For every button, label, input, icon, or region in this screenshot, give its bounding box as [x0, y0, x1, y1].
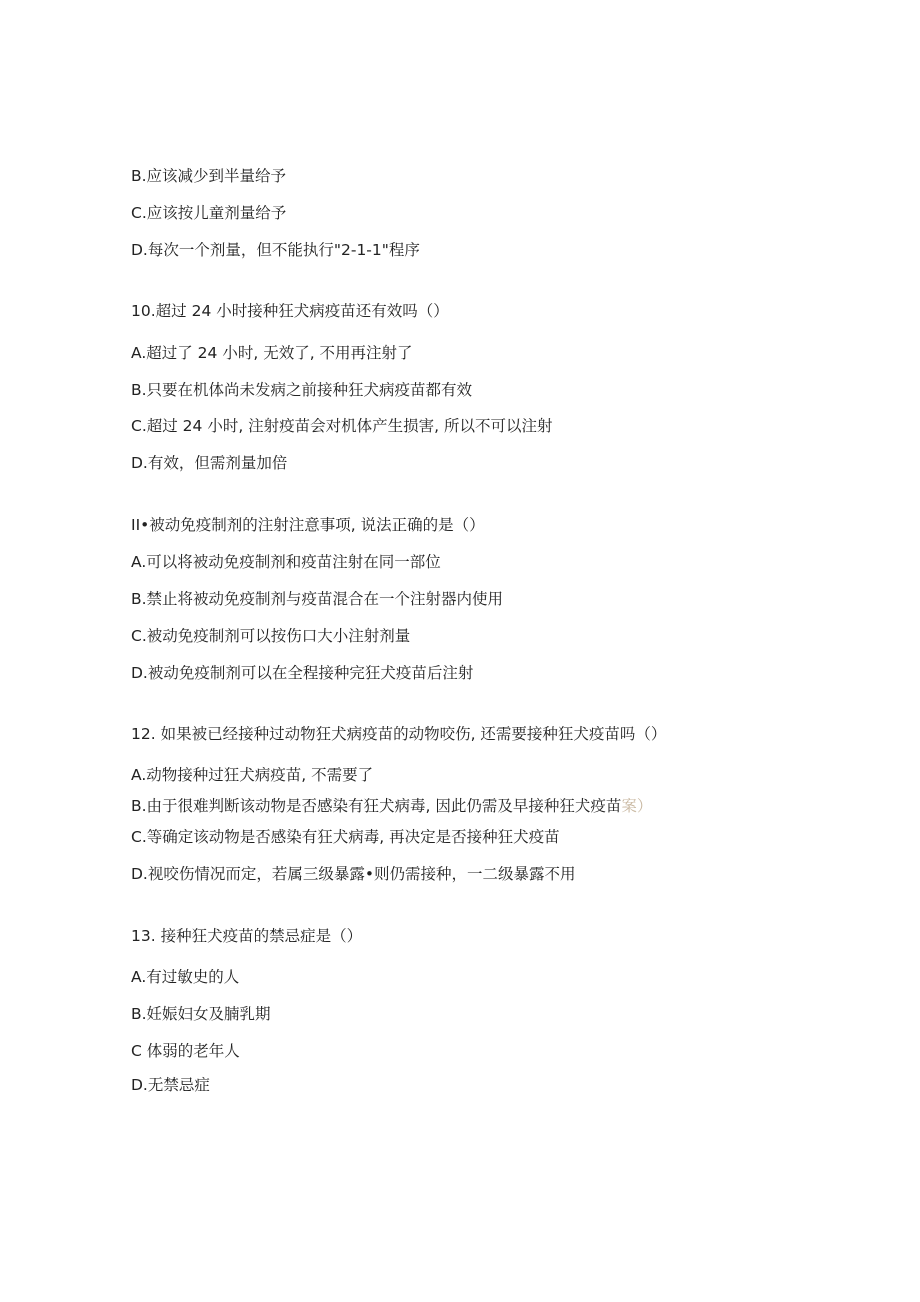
option-b: B.禁止将被动免疫制剂与疫苗混合在一个注射器内使用	[131, 590, 504, 608]
option-a: A.超过了 24 小时, 无效了, 不用再注射了	[131, 344, 413, 362]
question-11: II•被动免疫制剂的注射注意事项, 说法正确的是（）	[131, 516, 485, 534]
option-a: A.有过敏史的人	[131, 968, 240, 986]
option-d: D.无禁忌症	[131, 1076, 210, 1094]
question-13: 13. 接种狂犬疫苗的禁忌症是（）	[131, 927, 363, 945]
option-c: C.超过 24 小时, 注射疫苗会对机体产生损害, 所以不可以注射	[131, 417, 553, 435]
option-a: A.可以将被动免疫制剂和疫苗注射在同一部位	[131, 553, 441, 571]
option-a: A.动物接种过狂犬病疫苗, 不需要了	[131, 766, 374, 784]
option-c: C.等确定该动物是否感染有狂犬病毒, 再决定是否接种狂犬疫苗	[131, 828, 560, 846]
faded-answer-mark: 案）	[621, 797, 653, 815]
option-d: D.被动免疫制剂可以在全程接种完狂犬疫苗后注射	[131, 664, 474, 682]
option-b: B.只要在机体尚未发病之前接种狂犬病疫苗都有效	[131, 381, 473, 399]
option-c: C.被动免疫制剂可以按伤口大小注射剂量	[131, 627, 411, 645]
option-b: B.应该减少到半量给予	[131, 167, 287, 185]
option-b	[131, 796, 652, 816]
option-b-text: B.由于很难判断该动物是否感染有狂犬病毒, 因此仍需及早接种狂犬疫苗	[131, 797, 622, 815]
option-b: B.妊娠妇女及腩乳期	[131, 1005, 271, 1023]
option-d: D.视咬伤情况而定，若属三级暴露•则仍需接种，一二级暴露不用	[131, 865, 576, 883]
option-c: C 体弱的老年人	[131, 1042, 240, 1060]
question-12: 12. 如果被已经接种过动物狂犬病疫苗的动物咬伤, 还需要接种狂犬疫苗吗（）	[131, 725, 667, 743]
option-c: C.应该按儿童剂量给予	[131, 204, 287, 222]
option-d: D.有效，但需剂量加倍	[131, 454, 288, 472]
option-d: D.每次一个剂量，但不能执行"2-1-1"程序	[131, 241, 420, 259]
question-10: 10.超过 24 小时接种狂犬病疫苗还有效吗（）	[131, 302, 449, 320]
